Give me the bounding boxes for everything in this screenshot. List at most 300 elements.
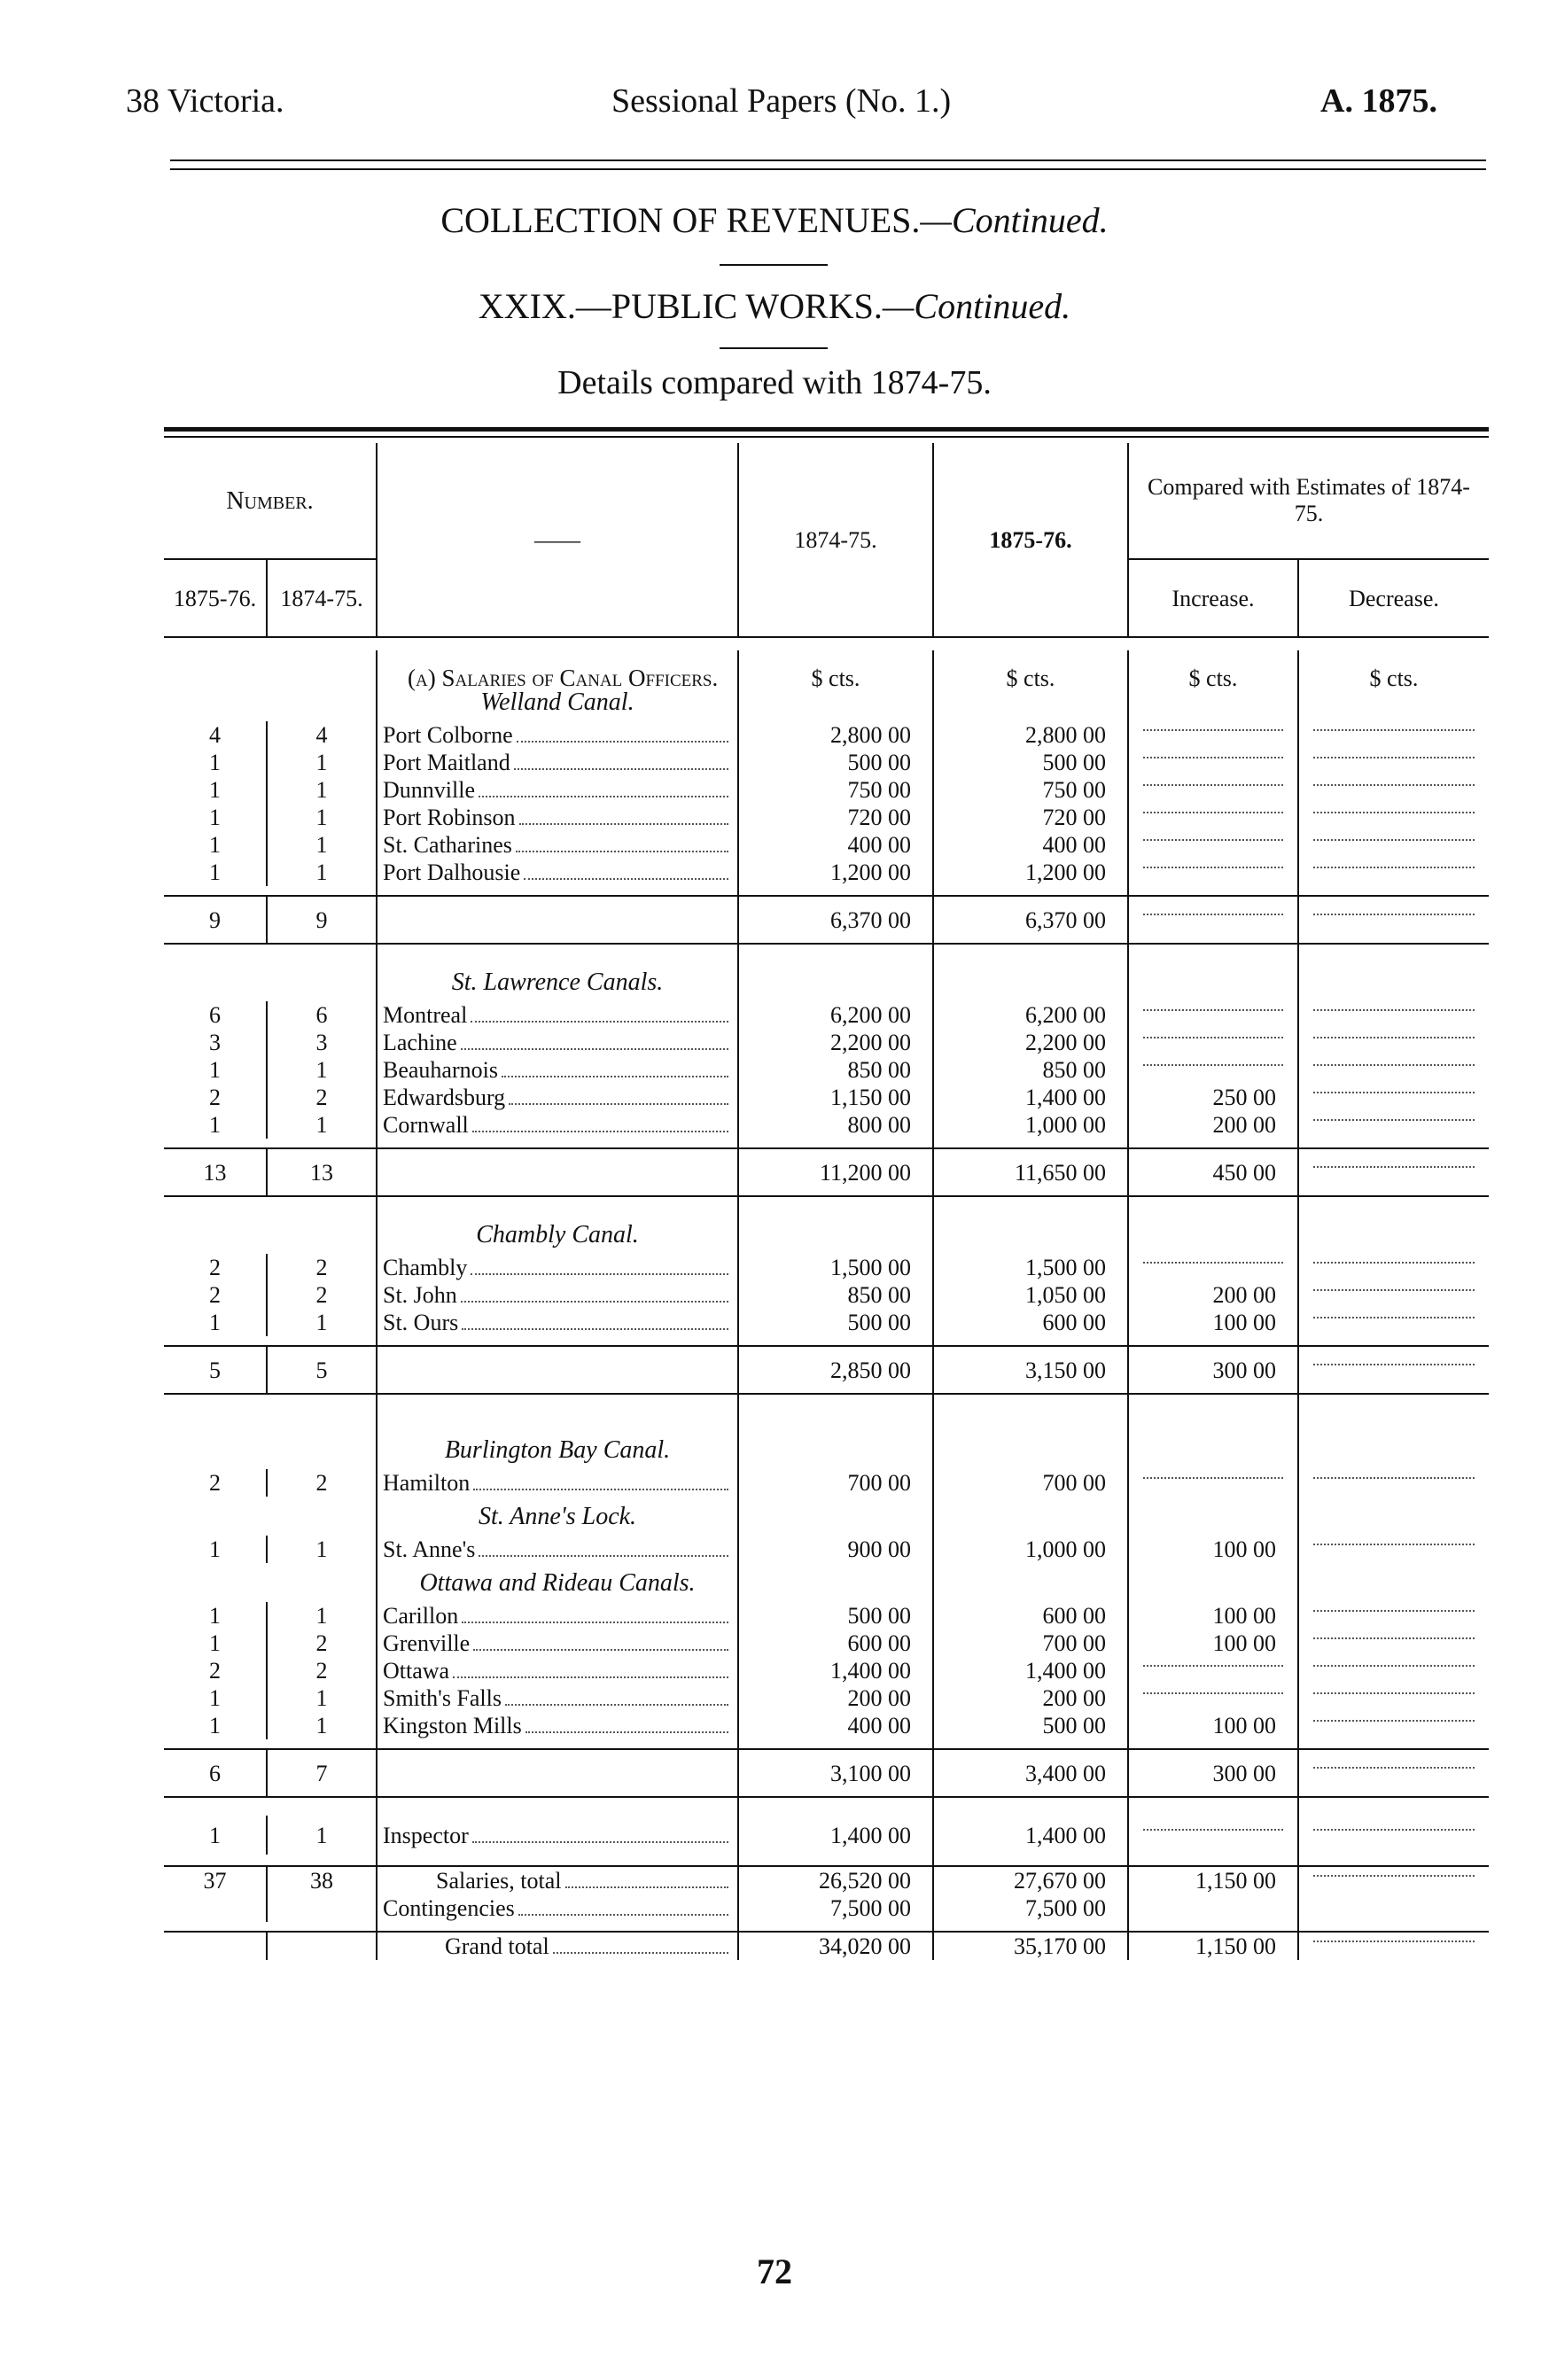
count-1874-75: 2 xyxy=(267,1281,377,1309)
amount-1875-76: 850 00 xyxy=(933,1056,1128,1084)
row-label-text: Smith's Falls xyxy=(383,1685,502,1711)
revenue-table xyxy=(164,443,1489,705)
table-row xyxy=(164,1309,1489,1336)
table-row xyxy=(164,1657,1489,1684)
count-1874-75: 9 xyxy=(267,896,377,944)
blank xyxy=(1298,1430,1489,1469)
title-rule-1 xyxy=(720,264,828,266)
blank xyxy=(738,1215,933,1254)
count-1874-75: 4 xyxy=(267,721,377,749)
count-1874-75: 1 xyxy=(267,749,377,776)
ottawa-heading xyxy=(164,1563,1489,1602)
count-1875-76: 5 xyxy=(164,1346,267,1394)
amount-1875-76: 600 00 xyxy=(933,1602,1128,1629)
blank xyxy=(933,1430,1128,1469)
row-label-text: Salaries, total xyxy=(436,1868,562,1894)
decrease-dots xyxy=(1298,749,1489,776)
count-1874-75: 13 xyxy=(267,1148,377,1196)
decrease-dots xyxy=(1298,1816,1489,1855)
increase-dots xyxy=(1128,1816,1298,1855)
amount-1875-76: 700 00 xyxy=(933,1469,1128,1497)
amount-1875-76: 1,400 00 xyxy=(933,1084,1128,1111)
spacer-row xyxy=(164,1855,1489,1866)
decrease-dots xyxy=(1298,804,1489,831)
n2-blank xyxy=(267,682,377,721)
count-1874-75: 1 xyxy=(267,859,377,886)
count-1875-76: 37 xyxy=(164,1866,267,1894)
n1-blank xyxy=(164,962,267,1001)
spacer-row xyxy=(164,1394,1489,1412)
increase: 300 00 xyxy=(1128,1749,1298,1797)
blank xyxy=(377,896,738,944)
increase-dots xyxy=(1128,1684,1298,1712)
spacer-row xyxy=(164,1797,1489,1816)
row-label-text: St. Catharines xyxy=(383,832,512,858)
row-label xyxy=(377,1866,738,1894)
amount-1874-75: 720 00 xyxy=(738,804,933,831)
decrease-dots xyxy=(1298,1309,1489,1336)
decrease-dots xyxy=(1298,1866,1489,1894)
blank xyxy=(1298,1563,1489,1602)
title-details: Details compared with 1874-75. xyxy=(557,364,992,401)
spacer-row xyxy=(164,1196,1489,1215)
row-label xyxy=(377,749,738,776)
row-label xyxy=(377,1469,738,1497)
decrease-dots xyxy=(1298,896,1489,944)
amount-1874-75: 500 00 xyxy=(738,1309,933,1336)
increase: 100 00 xyxy=(1128,1629,1298,1657)
amount-1874-75: 750 00 xyxy=(738,776,933,804)
count-1874-75: 1 xyxy=(267,1816,377,1855)
table-row xyxy=(164,776,1489,804)
table-row xyxy=(164,1712,1489,1739)
currency-increase: $ cts. xyxy=(1128,650,1298,705)
group-total-row xyxy=(164,1148,1489,1196)
n1-blank xyxy=(164,1563,267,1602)
count-1875-76: 1 xyxy=(209,1603,221,1629)
table-top-rule xyxy=(164,427,1489,438)
title-collection-continued: —Continued. xyxy=(920,200,1109,240)
decrease-dots xyxy=(1298,1932,1489,1960)
count-1875-76: 2 xyxy=(209,1255,221,1280)
blank xyxy=(738,1430,933,1469)
amount-1874-75: 7,500 00 xyxy=(738,1894,933,1922)
increase: 1,150 00 xyxy=(1128,1866,1298,1894)
spacer-row xyxy=(164,1139,1489,1148)
decrease-dots xyxy=(1298,1749,1489,1797)
table-row xyxy=(164,1056,1489,1084)
blank xyxy=(738,1497,933,1536)
row-label xyxy=(377,1712,738,1739)
amount-1874-75: 200 00 xyxy=(738,1684,933,1712)
header-decrease: Decrease. xyxy=(1298,559,1489,637)
amount-1874-75: 700 00 xyxy=(738,1469,933,1497)
row-label xyxy=(377,1602,738,1629)
n1-blank xyxy=(164,682,267,721)
count-1875-76: 1 xyxy=(209,1630,221,1656)
group-2-heading-label: Chambly Canal. xyxy=(377,1215,738,1254)
row-label xyxy=(377,1816,738,1855)
inspector-row xyxy=(164,1816,1489,1855)
count-1874-75: 6 xyxy=(267,1001,377,1029)
amount-1875-76: 2,200 00 xyxy=(933,1029,1128,1056)
decrease-dots xyxy=(1298,859,1489,886)
increase: 250 00 xyxy=(1128,1084,1298,1111)
decrease-dots xyxy=(1298,1001,1489,1029)
count-1875-76: 1 xyxy=(209,1057,221,1083)
blank xyxy=(1298,1215,1489,1254)
decrease-dots xyxy=(1298,1346,1489,1394)
amount-1874-75: 1,500 00 xyxy=(738,1254,933,1281)
blank xyxy=(1298,682,1489,721)
count-1875-76: 1 xyxy=(209,1310,221,1335)
blank xyxy=(1128,682,1298,721)
count-1874-75: 3 xyxy=(267,1029,377,1056)
table-row xyxy=(164,1469,1489,1497)
row-label xyxy=(377,1029,738,1056)
blank xyxy=(933,1215,1128,1254)
row-label-text: Dunnville xyxy=(383,777,475,803)
decrease-dots xyxy=(1298,1469,1489,1497)
decrease-dots xyxy=(1298,1684,1489,1712)
blank xyxy=(738,962,933,1001)
running-header-left: 38 Victoria. xyxy=(126,82,284,120)
count-1875-76: 1 xyxy=(209,1713,221,1738)
running-header-right: A. 1875. xyxy=(1320,82,1437,120)
blank xyxy=(933,682,1128,721)
count-1875-76: 1 xyxy=(209,832,221,858)
count-1874-75: 1 xyxy=(267,804,377,831)
row-label xyxy=(377,859,738,886)
group-total-row xyxy=(164,1749,1489,1797)
blank xyxy=(377,1749,738,1797)
row-label xyxy=(377,1629,738,1657)
increase-dots xyxy=(1128,859,1298,886)
count-1874-75: 1 xyxy=(267,831,377,859)
amount-1874-75: 6,200 00 xyxy=(738,1001,933,1029)
blank xyxy=(933,1563,1128,1602)
spacer-row xyxy=(164,886,1489,896)
count-1874-75: 2 xyxy=(267,1469,377,1497)
header-1875-76: 1875-76. xyxy=(933,443,1128,637)
amount-1875-76: 1,200 00 xyxy=(933,859,1128,886)
amount-1875-76: 400 00 xyxy=(933,831,1128,859)
row-label-text: St. Ours xyxy=(383,1310,459,1335)
row-label-text: Port Colborne xyxy=(383,722,513,748)
n1-blank xyxy=(164,1497,267,1536)
blank xyxy=(1298,962,1489,1001)
increase: 100 00 xyxy=(1128,1536,1298,1563)
header-number-1874-75: 1874-75. xyxy=(267,559,377,637)
spacer-row xyxy=(164,944,1489,962)
amount-1874-75: 900 00 xyxy=(738,1536,933,1563)
count-1874-75: 1 xyxy=(267,1111,377,1139)
amount-1875-76: 6,370 00 xyxy=(933,896,1128,944)
blank xyxy=(1128,1497,1298,1536)
row-label xyxy=(377,1056,738,1084)
spacer-row xyxy=(164,1739,1489,1749)
decrease-dots xyxy=(1298,776,1489,804)
grand-total-row xyxy=(164,1932,1489,1960)
count-1875-76: 2 xyxy=(209,1085,221,1110)
increase-dots xyxy=(1128,1001,1298,1029)
count-1875-76: 2 xyxy=(209,1282,221,1308)
table-row xyxy=(164,1629,1489,1657)
burlington-heading-label: Burlington Bay Canal. xyxy=(377,1430,738,1469)
amount-1875-76: 1,500 00 xyxy=(933,1254,1128,1281)
burlington-heading xyxy=(164,1430,1489,1469)
stanne-heading xyxy=(164,1497,1489,1536)
blank xyxy=(1298,1497,1489,1536)
table-row xyxy=(164,1684,1489,1712)
amount-1874-75: 3,100 00 xyxy=(738,1749,933,1797)
amount-1874-75: 1,400 00 xyxy=(738,1816,933,1855)
blank xyxy=(933,1497,1128,1536)
table-row xyxy=(164,831,1489,859)
increase: 100 00 xyxy=(1128,1309,1298,1336)
table-row xyxy=(164,721,1489,749)
decrease-dots xyxy=(1298,1712,1489,1739)
increase-dots xyxy=(1128,1469,1298,1497)
table-row xyxy=(164,1111,1489,1139)
decrease-dots xyxy=(1298,1254,1489,1281)
group-1-heading xyxy=(164,962,1489,1001)
decrease-dots xyxy=(1298,1084,1489,1111)
count-1875-76: 3 xyxy=(209,1030,221,1055)
decrease-dots xyxy=(1298,1029,1489,1056)
count-1874-75: 1 xyxy=(267,1056,377,1084)
decrease-dots xyxy=(1298,1148,1489,1196)
count-1874-75: 1 xyxy=(267,1684,377,1712)
amount-1875-76: 1,000 00 xyxy=(933,1111,1128,1139)
section-title: (a) Salaries of Canal Officers. xyxy=(377,650,738,705)
increase: 450 00 xyxy=(1128,1148,1298,1196)
amount-1875-76: 200 00 xyxy=(933,1684,1128,1712)
count-1874-75: 2 xyxy=(267,1657,377,1684)
amount-1875-76: 1,000 00 xyxy=(933,1536,1128,1563)
blank xyxy=(164,1932,267,1960)
amount-1875-76: 27,670 00 xyxy=(933,1866,1128,1894)
amount-1874-75: 1,200 00 xyxy=(738,859,933,886)
amount-1875-76: 11,650 00 xyxy=(933,1148,1128,1196)
header-number: Number. xyxy=(226,486,314,515)
decrease-dots xyxy=(1298,1602,1489,1629)
row-label-text: Chambly xyxy=(383,1255,468,1280)
blank xyxy=(933,962,1128,1001)
amount-1874-75: 2,850 00 xyxy=(738,1346,933,1394)
row-label xyxy=(377,721,738,749)
increase: 100 00 xyxy=(1128,1602,1298,1629)
row-label-text: St. John xyxy=(383,1282,457,1308)
n1-blank xyxy=(164,1215,267,1254)
row-label xyxy=(377,1084,738,1111)
amount-1875-76: 500 00 xyxy=(933,1712,1128,1739)
decrease-dots xyxy=(1298,1281,1489,1309)
running-header-center: Sessional Papers (No. 1.) xyxy=(611,82,952,120)
amount-1874-75: 850 00 xyxy=(738,1281,933,1309)
amount-1874-75: 850 00 xyxy=(738,1056,933,1084)
amount-1875-76: 720 00 xyxy=(933,804,1128,831)
row-label xyxy=(377,1894,738,1922)
increase: 200 00 xyxy=(1128,1111,1298,1139)
count-1875-76: 1 xyxy=(209,1536,221,1562)
amount-1874-75: 2,200 00 xyxy=(738,1029,933,1056)
amount-1875-76: 6,200 00 xyxy=(933,1001,1128,1029)
increase-dots xyxy=(1128,1029,1298,1056)
row-label-text: Beauharnois xyxy=(383,1057,498,1083)
currency-decrease: $ cts. xyxy=(1298,650,1489,705)
amount-1875-76: 750 00 xyxy=(933,776,1128,804)
title-collection xyxy=(0,199,1549,241)
row-label xyxy=(377,776,738,804)
increase-dots xyxy=(1128,831,1298,859)
count-1874-75: 7 xyxy=(267,1749,377,1797)
increase: 200 00 xyxy=(1128,1281,1298,1309)
table-row xyxy=(164,1254,1489,1281)
revenue-table-body xyxy=(164,682,1489,1960)
row-label xyxy=(377,804,738,831)
spacer-row xyxy=(164,1336,1489,1346)
amount-1874-75: 400 00 xyxy=(738,831,933,859)
blank xyxy=(1128,1563,1298,1602)
group-0-heading xyxy=(164,682,1489,721)
table-row xyxy=(164,1281,1489,1309)
count-1875-76: 13 xyxy=(164,1148,267,1196)
count-1874-75: 2 xyxy=(267,1084,377,1111)
row-label-text: Grenville xyxy=(383,1630,471,1656)
row-label-text: Carillon xyxy=(383,1603,459,1629)
count-1874-75: 2 xyxy=(267,1629,377,1657)
amount-1875-76: 2,800 00 xyxy=(933,721,1128,749)
contingencies-row xyxy=(164,1894,1489,1922)
blank xyxy=(267,1932,377,1960)
header-desc: —— xyxy=(377,443,738,637)
amount-1875-76: 1,400 00 xyxy=(933,1657,1128,1684)
row-label-text: Ottawa xyxy=(383,1658,450,1684)
row-label xyxy=(377,1536,738,1563)
count-1875-76: 6 xyxy=(164,1749,267,1797)
increase-dots xyxy=(1128,1657,1298,1684)
title-public-works xyxy=(0,285,1549,327)
row-label xyxy=(377,1657,738,1684)
amount-1875-76: 7,500 00 xyxy=(933,1894,1128,1922)
spacer-row xyxy=(164,1412,1489,1430)
increase: 300 00 xyxy=(1128,1346,1298,1394)
blank xyxy=(377,1148,738,1196)
row-label-text: St. Anne's xyxy=(383,1536,476,1562)
table-row xyxy=(164,1084,1489,1111)
count-1874-75: 1 xyxy=(267,1712,377,1739)
increase-dots xyxy=(1128,896,1298,944)
count-1874-75: 1 xyxy=(267,1309,377,1336)
amount-1875-76: 600 00 xyxy=(933,1309,1128,1336)
increase-dots xyxy=(1128,749,1298,776)
count-1875-76: 1 xyxy=(209,1822,221,1848)
header-double-rule xyxy=(170,159,1486,170)
blank xyxy=(1128,1894,1298,1922)
count-1875-76: 1 xyxy=(209,859,221,885)
decrease-dots xyxy=(1298,1536,1489,1563)
count-1874-75: 2 xyxy=(267,1254,377,1281)
row-label-text: Port Maitland xyxy=(383,750,510,775)
decrease-dots xyxy=(1298,721,1489,749)
increase-dots xyxy=(1128,1254,1298,1281)
row-label xyxy=(377,1111,738,1139)
group-total-row xyxy=(164,1346,1489,1394)
n2-blank xyxy=(267,1215,377,1254)
count-1875-76: 1 xyxy=(209,1112,221,1138)
n2-blank xyxy=(267,962,377,1001)
amount-1875-76: 1,400 00 xyxy=(933,1816,1128,1855)
row-label xyxy=(377,1001,738,1029)
row-label-text: Hamilton xyxy=(383,1470,471,1496)
group-1-heading-label: St. Lawrence Canals. xyxy=(377,962,738,1001)
increase: 1,150 00 xyxy=(1128,1932,1298,1960)
amount-1874-75: 6,370 00 xyxy=(738,896,933,944)
row-label xyxy=(377,1254,738,1281)
amount-1874-75: 2,800 00 xyxy=(738,721,933,749)
count-1875-76: 1 xyxy=(209,750,221,775)
increase-dots xyxy=(1128,1056,1298,1084)
salaries-total-row xyxy=(164,1866,1489,1894)
count-1874-75: 1 xyxy=(267,1536,377,1563)
decrease-dots xyxy=(1298,1111,1489,1139)
title-public-works-continued: —Continued. xyxy=(882,286,1071,326)
title-rule-2 xyxy=(720,347,828,349)
title-public-works-main: XXIX.—PUBLIC WORKS. xyxy=(478,286,883,326)
row-label-text: Contingencies xyxy=(383,1895,515,1921)
amount-1874-75: 26,520 00 xyxy=(738,1866,933,1894)
amount-1874-75: 400 00 xyxy=(738,1712,933,1739)
blank xyxy=(1128,1215,1298,1254)
page-number: 72 xyxy=(757,2252,792,2291)
count-1875-76: 1 xyxy=(209,777,221,803)
amount-1874-75: 500 00 xyxy=(738,749,933,776)
amount-1874-75: 600 00 xyxy=(738,1629,933,1657)
amount-1875-76: 3,150 00 xyxy=(933,1346,1128,1394)
blank xyxy=(738,1563,933,1602)
stanne-heading-label: St. Anne's Lock. xyxy=(377,1497,738,1536)
amount-1874-75: 800 00 xyxy=(738,1111,933,1139)
amount-1875-76: 35,170 00 xyxy=(933,1932,1128,1960)
amount-1875-76: 500 00 xyxy=(933,749,1128,776)
row-label-text: Port Robinson xyxy=(383,805,516,830)
amount-1874-75: 34,020 00 xyxy=(738,1932,933,1960)
group-0-heading-label: Welland Canal. xyxy=(377,682,738,721)
row-label xyxy=(377,831,738,859)
increase: 100 00 xyxy=(1128,1712,1298,1739)
n2-blank xyxy=(267,1563,377,1602)
amount-1875-76: 1,050 00 xyxy=(933,1281,1128,1309)
table-row xyxy=(164,804,1489,831)
increase-dots xyxy=(1128,721,1298,749)
header-1874-75: 1874-75. xyxy=(738,443,933,637)
table-row xyxy=(164,1602,1489,1629)
table-row xyxy=(164,859,1489,886)
row-label-text: Inspector xyxy=(383,1822,469,1848)
header-compared: Compared with Estimates of 1874-75. xyxy=(1128,443,1489,559)
table-row xyxy=(164,1536,1489,1563)
table-row xyxy=(164,1001,1489,1029)
header-number-1875-76: 1875-76. xyxy=(164,559,267,637)
count-1875-76: 1 xyxy=(209,805,221,830)
blank xyxy=(1298,1894,1489,1922)
table-row xyxy=(164,749,1489,776)
group-2-heading xyxy=(164,1215,1489,1254)
blank xyxy=(267,1894,377,1922)
count-1875-76: 2 xyxy=(209,1470,221,1496)
count-1875-76: 6 xyxy=(209,1002,221,1028)
